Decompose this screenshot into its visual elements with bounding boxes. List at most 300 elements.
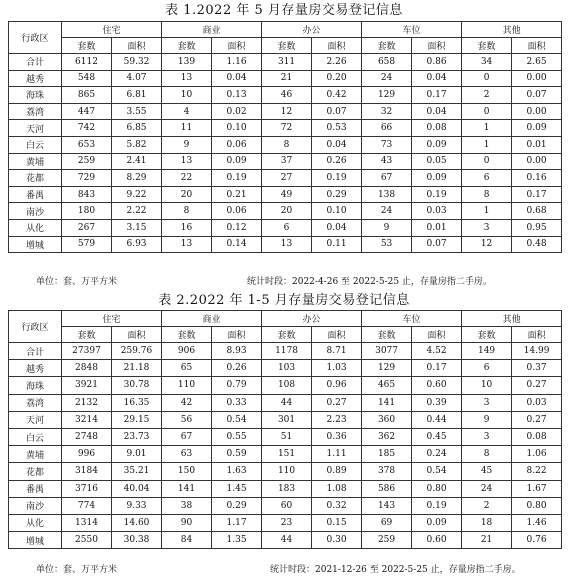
table-cell: 12 bbox=[462, 236, 512, 253]
table-cell: 63 bbox=[162, 446, 212, 463]
table-cell: 259.76 bbox=[112, 343, 162, 360]
table-cell: 30.78 bbox=[112, 377, 162, 394]
table-cell: 60 bbox=[262, 497, 312, 514]
table-row bbox=[9, 120, 562, 137]
table-cell: 2.26 bbox=[312, 54, 362, 71]
table-cell: 6 bbox=[462, 360, 512, 377]
table-cell: 0.60 bbox=[412, 377, 462, 394]
district-cell: 花都 bbox=[9, 463, 62, 480]
table-cell: 579 bbox=[62, 236, 112, 253]
table-cell: 0 bbox=[462, 103, 512, 120]
table-cell: 0.04 bbox=[412, 103, 462, 120]
table-cell: 8.29 bbox=[112, 170, 162, 187]
district-cell: 越秀 bbox=[9, 70, 62, 87]
table1-subheader-area: 面积 bbox=[512, 38, 562, 54]
table-cell: 43 bbox=[362, 153, 412, 170]
table-cell: 0.48 bbox=[512, 236, 562, 253]
table-cell: 0.19 bbox=[212, 170, 262, 187]
table-cell: 23.73 bbox=[112, 428, 162, 445]
table-cell: 183 bbox=[262, 480, 312, 497]
table-cell: 138 bbox=[362, 186, 412, 203]
table-cell: 0.24 bbox=[412, 446, 462, 463]
table2-unit-note: 单位：套、万平方米 bbox=[36, 565, 118, 575]
district-cell: 番禺 bbox=[9, 480, 62, 497]
table2-header-district: 行政区 bbox=[9, 311, 62, 343]
table-cell: 1.67 bbox=[512, 480, 562, 497]
table-row bbox=[9, 103, 562, 120]
district-cell: 南沙 bbox=[9, 203, 62, 220]
table-cell: 8.93 bbox=[212, 343, 262, 360]
table-cell: 8 bbox=[162, 203, 212, 220]
table-cell: 0.06 bbox=[212, 203, 262, 220]
table-cell: 259 bbox=[62, 153, 112, 170]
table-row bbox=[9, 394, 562, 411]
table-row bbox=[9, 170, 562, 187]
table-row bbox=[9, 186, 562, 203]
table-cell: 0.12 bbox=[212, 219, 262, 236]
table-cell: 84 bbox=[162, 532, 212, 549]
table-cell: 447 bbox=[62, 103, 112, 120]
table-cell: 267 bbox=[62, 219, 112, 236]
table-cell: 0.10 bbox=[212, 120, 262, 137]
table-cell: 8 bbox=[262, 136, 312, 153]
table-cell: 0.00 bbox=[512, 153, 562, 170]
table-cell: 37 bbox=[262, 153, 312, 170]
table-cell: 0.27 bbox=[312, 394, 362, 411]
table-cell: 151 bbox=[262, 446, 312, 463]
table-row bbox=[9, 514, 562, 531]
table-cell: 110 bbox=[162, 377, 212, 394]
table-cell: 0.17 bbox=[512, 186, 562, 203]
table-row bbox=[9, 54, 562, 71]
table1-subheader-area: 面积 bbox=[112, 38, 162, 54]
table-cell: 0.36 bbox=[312, 428, 362, 445]
table-cell: 0.04 bbox=[412, 70, 462, 87]
table-cell: 0.29 bbox=[212, 497, 262, 514]
table-cell: 44 bbox=[262, 532, 312, 549]
table-cell: 0.00 bbox=[512, 103, 562, 120]
table-cell: 1 bbox=[462, 120, 512, 137]
table1-subheader-count: 套数 bbox=[162, 38, 212, 54]
table-cell: 65 bbox=[162, 360, 212, 377]
table-cell: 0.03 bbox=[512, 394, 562, 411]
table-cell: 24 bbox=[362, 203, 412, 220]
table1-subheader-count: 套数 bbox=[62, 38, 112, 54]
district-cell: 天河 bbox=[9, 411, 62, 428]
table-cell: 362 bbox=[362, 428, 412, 445]
table-cell: 69 bbox=[362, 514, 412, 531]
table-cell: 20 bbox=[162, 186, 212, 203]
table-cell: 0.55 bbox=[212, 428, 262, 445]
table-cell: 139 bbox=[162, 54, 212, 71]
table2-title: 表 2.2022 年 1-5 月存量房交易登记信息 bbox=[158, 293, 410, 308]
table-cell: 0.04 bbox=[312, 219, 362, 236]
table-cell: 73 bbox=[362, 136, 412, 153]
district-cell: 海珠 bbox=[9, 377, 62, 394]
table-cell: 4.07 bbox=[112, 70, 162, 87]
table-cell: 3 bbox=[462, 428, 512, 445]
table-cell: 59.32 bbox=[112, 54, 162, 71]
table-cell: 0.44 bbox=[412, 411, 462, 428]
table-cell: 360 bbox=[362, 411, 412, 428]
table-cell: 46 bbox=[262, 87, 312, 104]
table-cell: 2848 bbox=[62, 360, 112, 377]
table-row bbox=[9, 377, 562, 394]
table-cell: 1 bbox=[462, 203, 512, 220]
table-cell: 0.05 bbox=[412, 153, 462, 170]
table-cell: 11 bbox=[162, 120, 212, 137]
table1-header-group: 住宅 bbox=[62, 22, 162, 38]
table-cell: 10 bbox=[462, 377, 512, 394]
table-cell: 16.35 bbox=[112, 394, 162, 411]
table2-header-group: 办公 bbox=[262, 311, 362, 327]
table-cell: 0.02 bbox=[212, 103, 262, 120]
district-cell: 合计 bbox=[9, 54, 62, 71]
table-cell: 774 bbox=[62, 497, 112, 514]
table-cell: 1 bbox=[462, 136, 512, 153]
table-cell: 9 bbox=[162, 136, 212, 153]
table-cell: 0.16 bbox=[512, 170, 562, 187]
table-cell: 0.53 bbox=[312, 120, 362, 137]
table-cell: 10 bbox=[162, 87, 212, 104]
district-cell: 南沙 bbox=[9, 497, 62, 514]
table1-period-note: 统计时段：2022-4-26 至 2022-5-25 止，存量房指二手房。 bbox=[247, 277, 492, 287]
table-cell: 0.09 bbox=[412, 170, 462, 187]
table2-subheader-area: 面积 bbox=[112, 327, 162, 343]
table-cell: 185 bbox=[362, 446, 412, 463]
table-cell: 40.04 bbox=[112, 480, 162, 497]
table-cell: 0.01 bbox=[412, 219, 462, 236]
table-cell: 1.63 bbox=[212, 463, 262, 480]
table-cell: 0.14 bbox=[212, 236, 262, 253]
table-row bbox=[9, 480, 562, 497]
table-cell: 586 bbox=[362, 480, 412, 497]
table-cell: 0.20 bbox=[312, 70, 362, 87]
table2-header-group: 其他 bbox=[462, 311, 562, 327]
table-cell: 9.01 bbox=[112, 446, 162, 463]
table-row bbox=[9, 411, 562, 428]
table-cell: 6 bbox=[462, 170, 512, 187]
table-cell: 3921 bbox=[62, 377, 112, 394]
table-cell: 0.33 bbox=[212, 394, 262, 411]
table-cell: 6.81 bbox=[112, 87, 162, 104]
table-cell: 141 bbox=[162, 480, 212, 497]
table-cell: 110 bbox=[262, 463, 312, 480]
table-cell: 1.03 bbox=[312, 360, 362, 377]
table-row bbox=[9, 532, 562, 549]
table1-subheader-area: 面积 bbox=[312, 38, 362, 54]
table-cell: 45 bbox=[462, 463, 512, 480]
table1-subheader-count: 套数 bbox=[462, 38, 512, 54]
table-cell: 0.04 bbox=[212, 70, 262, 87]
table-cell: 6.93 bbox=[112, 236, 162, 253]
table-cell: 1314 bbox=[62, 514, 112, 531]
table-cell: 21 bbox=[262, 70, 312, 87]
table-cell: 906 bbox=[162, 343, 212, 360]
table-cell: 0.17 bbox=[412, 360, 462, 377]
table-cell: 2.23 bbox=[312, 411, 362, 428]
district-cell: 增城 bbox=[9, 236, 62, 253]
table-cell: 9.33 bbox=[112, 497, 162, 514]
table-cell: 0.42 bbox=[312, 87, 362, 104]
table-cell: 16 bbox=[162, 219, 212, 236]
table-cell: 729 bbox=[62, 170, 112, 187]
table-cell: 658 bbox=[362, 54, 412, 71]
table-row bbox=[9, 219, 562, 236]
table-cell: 0.03 bbox=[412, 203, 462, 220]
table-cell: 42 bbox=[162, 394, 212, 411]
table-cell: 0.07 bbox=[312, 103, 362, 120]
table-cell: 56 bbox=[162, 411, 212, 428]
table-cell: 0.00 bbox=[512, 70, 562, 87]
district-cell: 合计 bbox=[9, 343, 62, 360]
table-row bbox=[9, 343, 562, 360]
table-cell: 129 bbox=[362, 360, 412, 377]
table-cell: 150 bbox=[162, 463, 212, 480]
table1 bbox=[8, 21, 562, 253]
table-cell: 22 bbox=[162, 170, 212, 187]
table-cell: 49 bbox=[262, 186, 312, 203]
table-cell: 2748 bbox=[62, 428, 112, 445]
table2-subheader-area: 面积 bbox=[512, 327, 562, 343]
table-cell: 0.08 bbox=[412, 120, 462, 137]
table-cell: 4.52 bbox=[412, 343, 462, 360]
table-cell: 32 bbox=[362, 103, 412, 120]
table-cell: 129 bbox=[362, 87, 412, 104]
table-cell: 0.79 bbox=[212, 377, 262, 394]
table-cell: 53 bbox=[362, 236, 412, 253]
table-cell: 2.41 bbox=[112, 153, 162, 170]
table-cell: 13 bbox=[262, 236, 312, 253]
table1-subheader-count: 套数 bbox=[262, 38, 312, 54]
table-cell: 67 bbox=[362, 170, 412, 187]
table1-unit-note: 单位：套、万平方米 bbox=[36, 277, 118, 287]
table-cell: 0.06 bbox=[212, 136, 262, 153]
table-cell: 843 bbox=[62, 186, 112, 203]
table-cell: 2550 bbox=[62, 532, 112, 549]
table-cell: 1.16 bbox=[212, 54, 262, 71]
table-cell: 180 bbox=[62, 203, 112, 220]
table-cell: 1.17 bbox=[212, 514, 262, 531]
table-cell: 1.45 bbox=[212, 480, 262, 497]
table-cell: 34 bbox=[462, 54, 512, 71]
table-row bbox=[9, 70, 562, 87]
table-cell: 3716 bbox=[62, 480, 112, 497]
district-cell: 白云 bbox=[9, 136, 62, 153]
table2 bbox=[8, 310, 562, 549]
table-cell: 13 bbox=[162, 236, 212, 253]
table-cell: 0.89 bbox=[312, 463, 362, 480]
table-cell: 0.10 bbox=[312, 203, 362, 220]
table2-subheader-count: 套数 bbox=[62, 327, 112, 343]
table1-header-group: 车位 bbox=[362, 22, 462, 38]
table-cell: 1.46 bbox=[512, 514, 562, 531]
table2-subheader-count: 套数 bbox=[362, 327, 412, 343]
table-cell: 12 bbox=[262, 103, 312, 120]
table1-subheader-area: 面积 bbox=[212, 38, 262, 54]
table2-subheader-count: 套数 bbox=[262, 327, 312, 343]
table-cell: 2.22 bbox=[112, 203, 162, 220]
table-cell: 2 bbox=[462, 497, 512, 514]
table-cell: 301 bbox=[262, 411, 312, 428]
table-row bbox=[9, 446, 562, 463]
table-row bbox=[9, 236, 562, 253]
table-cell: 0.19 bbox=[412, 497, 462, 514]
table-cell: 0.26 bbox=[312, 153, 362, 170]
district-cell: 增城 bbox=[9, 532, 62, 549]
table1-header-group: 办公 bbox=[262, 22, 362, 38]
table-cell: 20 bbox=[262, 203, 312, 220]
table-cell: 0.39 bbox=[412, 394, 462, 411]
table-cell: 548 bbox=[62, 70, 112, 87]
table-cell: 72 bbox=[262, 120, 312, 137]
table-cell: 3 bbox=[462, 394, 512, 411]
table-cell: 0.54 bbox=[212, 411, 262, 428]
table2-period-note: 统计时段：2021-12-26 至 2022-5-25 止，存量房指二手房。 bbox=[270, 565, 521, 575]
district-cell: 花都 bbox=[9, 170, 62, 187]
table-cell: 259 bbox=[362, 532, 412, 549]
table2-subheader-count: 套数 bbox=[162, 327, 212, 343]
table2-header-group: 车位 bbox=[362, 311, 462, 327]
table-cell: 0.29 bbox=[312, 186, 362, 203]
table-row bbox=[9, 497, 562, 514]
table-cell: 3.55 bbox=[112, 103, 162, 120]
table-cell: 0.45 bbox=[412, 428, 462, 445]
table-cell: 24 bbox=[462, 480, 512, 497]
table-cell: 8.71 bbox=[312, 343, 362, 360]
table-cell: 0.04 bbox=[312, 136, 362, 153]
district-cell: 从化 bbox=[9, 219, 62, 236]
table1-subheader-count: 套数 bbox=[362, 38, 412, 54]
table-cell: 742 bbox=[62, 120, 112, 137]
table-cell: 51 bbox=[262, 428, 312, 445]
table-cell: 90 bbox=[162, 514, 212, 531]
table-cell: 465 bbox=[362, 377, 412, 394]
table2-header-group: 商业 bbox=[162, 311, 262, 327]
table1-header-district: 行政区 bbox=[9, 22, 62, 54]
table-cell: 67 bbox=[162, 428, 212, 445]
table-cell: 9 bbox=[462, 411, 512, 428]
table-cell: 9.22 bbox=[112, 186, 162, 203]
table-cell: 1.11 bbox=[312, 446, 362, 463]
table-cell: 8 bbox=[462, 446, 512, 463]
table-cell: 3184 bbox=[62, 463, 112, 480]
table-cell: 0.09 bbox=[412, 514, 462, 531]
table-cell: 0.13 bbox=[212, 87, 262, 104]
table-cell: 0.17 bbox=[412, 87, 462, 104]
table-cell: 0.19 bbox=[312, 170, 362, 187]
table-cell: 6112 bbox=[62, 54, 112, 71]
table-cell: 653 bbox=[62, 136, 112, 153]
district-cell: 从化 bbox=[9, 514, 62, 531]
table-cell: 865 bbox=[62, 87, 112, 104]
table-row bbox=[9, 87, 562, 104]
table-cell: 3.15 bbox=[112, 219, 162, 236]
district-cell: 天河 bbox=[9, 120, 62, 137]
table-row bbox=[9, 463, 562, 480]
table-cell: 311 bbox=[262, 54, 312, 71]
table-cell: 18 bbox=[462, 514, 512, 531]
table-cell: 5.82 bbox=[112, 136, 162, 153]
table-cell: 13 bbox=[162, 70, 212, 87]
district-cell: 越秀 bbox=[9, 360, 62, 377]
table1-header-group: 其他 bbox=[462, 22, 562, 38]
table-cell: 0.11 bbox=[312, 236, 362, 253]
table-cell: 0.76 bbox=[512, 532, 562, 549]
table-cell: 0.59 bbox=[212, 446, 262, 463]
table-cell: 0.60 bbox=[412, 532, 462, 549]
table-cell: 0.01 bbox=[512, 136, 562, 153]
table2-subheader-area: 面积 bbox=[212, 327, 262, 343]
table-cell: 0.09 bbox=[212, 153, 262, 170]
table-cell: 143 bbox=[362, 497, 412, 514]
table2-subheader-area: 面积 bbox=[412, 327, 462, 343]
table-cell: 0.09 bbox=[412, 136, 462, 153]
table-cell: 9 bbox=[362, 219, 412, 236]
table-row bbox=[9, 153, 562, 170]
table-cell: 27397 bbox=[62, 343, 112, 360]
table-cell: 44 bbox=[262, 394, 312, 411]
table-cell: 2 bbox=[462, 87, 512, 104]
table-cell: 0.80 bbox=[412, 480, 462, 497]
table-cell: 27 bbox=[262, 170, 312, 187]
table-cell: 13 bbox=[162, 153, 212, 170]
table-cell: 0.96 bbox=[312, 377, 362, 394]
table-cell: 0 bbox=[462, 70, 512, 87]
table-cell: 14.99 bbox=[512, 343, 562, 360]
table-cell: 1.35 bbox=[212, 532, 262, 549]
table-cell: 3214 bbox=[62, 411, 112, 428]
table-cell: 108 bbox=[262, 377, 312, 394]
table1-header-group: 商业 bbox=[162, 22, 262, 38]
table-cell: 0.95 bbox=[512, 219, 562, 236]
table-cell: 21 bbox=[462, 532, 512, 549]
table-cell: 1178 bbox=[262, 343, 312, 360]
table-cell: 66 bbox=[362, 120, 412, 137]
table-cell: 30.38 bbox=[112, 532, 162, 549]
table-cell: 2.65 bbox=[512, 54, 562, 71]
table-cell: 23 bbox=[262, 514, 312, 531]
table-cell: 2132 bbox=[62, 394, 112, 411]
table-cell: 0.21 bbox=[212, 186, 262, 203]
table-row bbox=[9, 360, 562, 377]
district-cell: 黄埔 bbox=[9, 446, 62, 463]
table-cell: 0.09 bbox=[512, 120, 562, 137]
table-cell: 0.07 bbox=[412, 236, 462, 253]
table-cell: 103 bbox=[262, 360, 312, 377]
district-cell: 白云 bbox=[9, 428, 62, 445]
table2-subheader-area: 面积 bbox=[312, 327, 362, 343]
table-cell: 0.15 bbox=[312, 514, 362, 531]
table-cell: 0.86 bbox=[412, 54, 462, 71]
table-cell: 0.32 bbox=[312, 497, 362, 514]
table-cell: 0.08 bbox=[512, 428, 562, 445]
table-cell: 4 bbox=[162, 103, 212, 120]
table-row bbox=[9, 136, 562, 153]
table-cell: 0.07 bbox=[512, 87, 562, 104]
district-cell: 黄埔 bbox=[9, 153, 62, 170]
table-cell: 29.15 bbox=[112, 411, 162, 428]
table-cell: 8.22 bbox=[512, 463, 562, 480]
table-cell: 35.21 bbox=[112, 463, 162, 480]
table-cell: 0.80 bbox=[512, 497, 562, 514]
table-cell: 8 bbox=[462, 186, 512, 203]
table-cell: 141 bbox=[362, 394, 412, 411]
table2-header-group: 住宅 bbox=[62, 311, 162, 327]
table-cell: 0.27 bbox=[512, 377, 562, 394]
table-cell: 6 bbox=[262, 219, 312, 236]
table-cell: 378 bbox=[362, 463, 412, 480]
